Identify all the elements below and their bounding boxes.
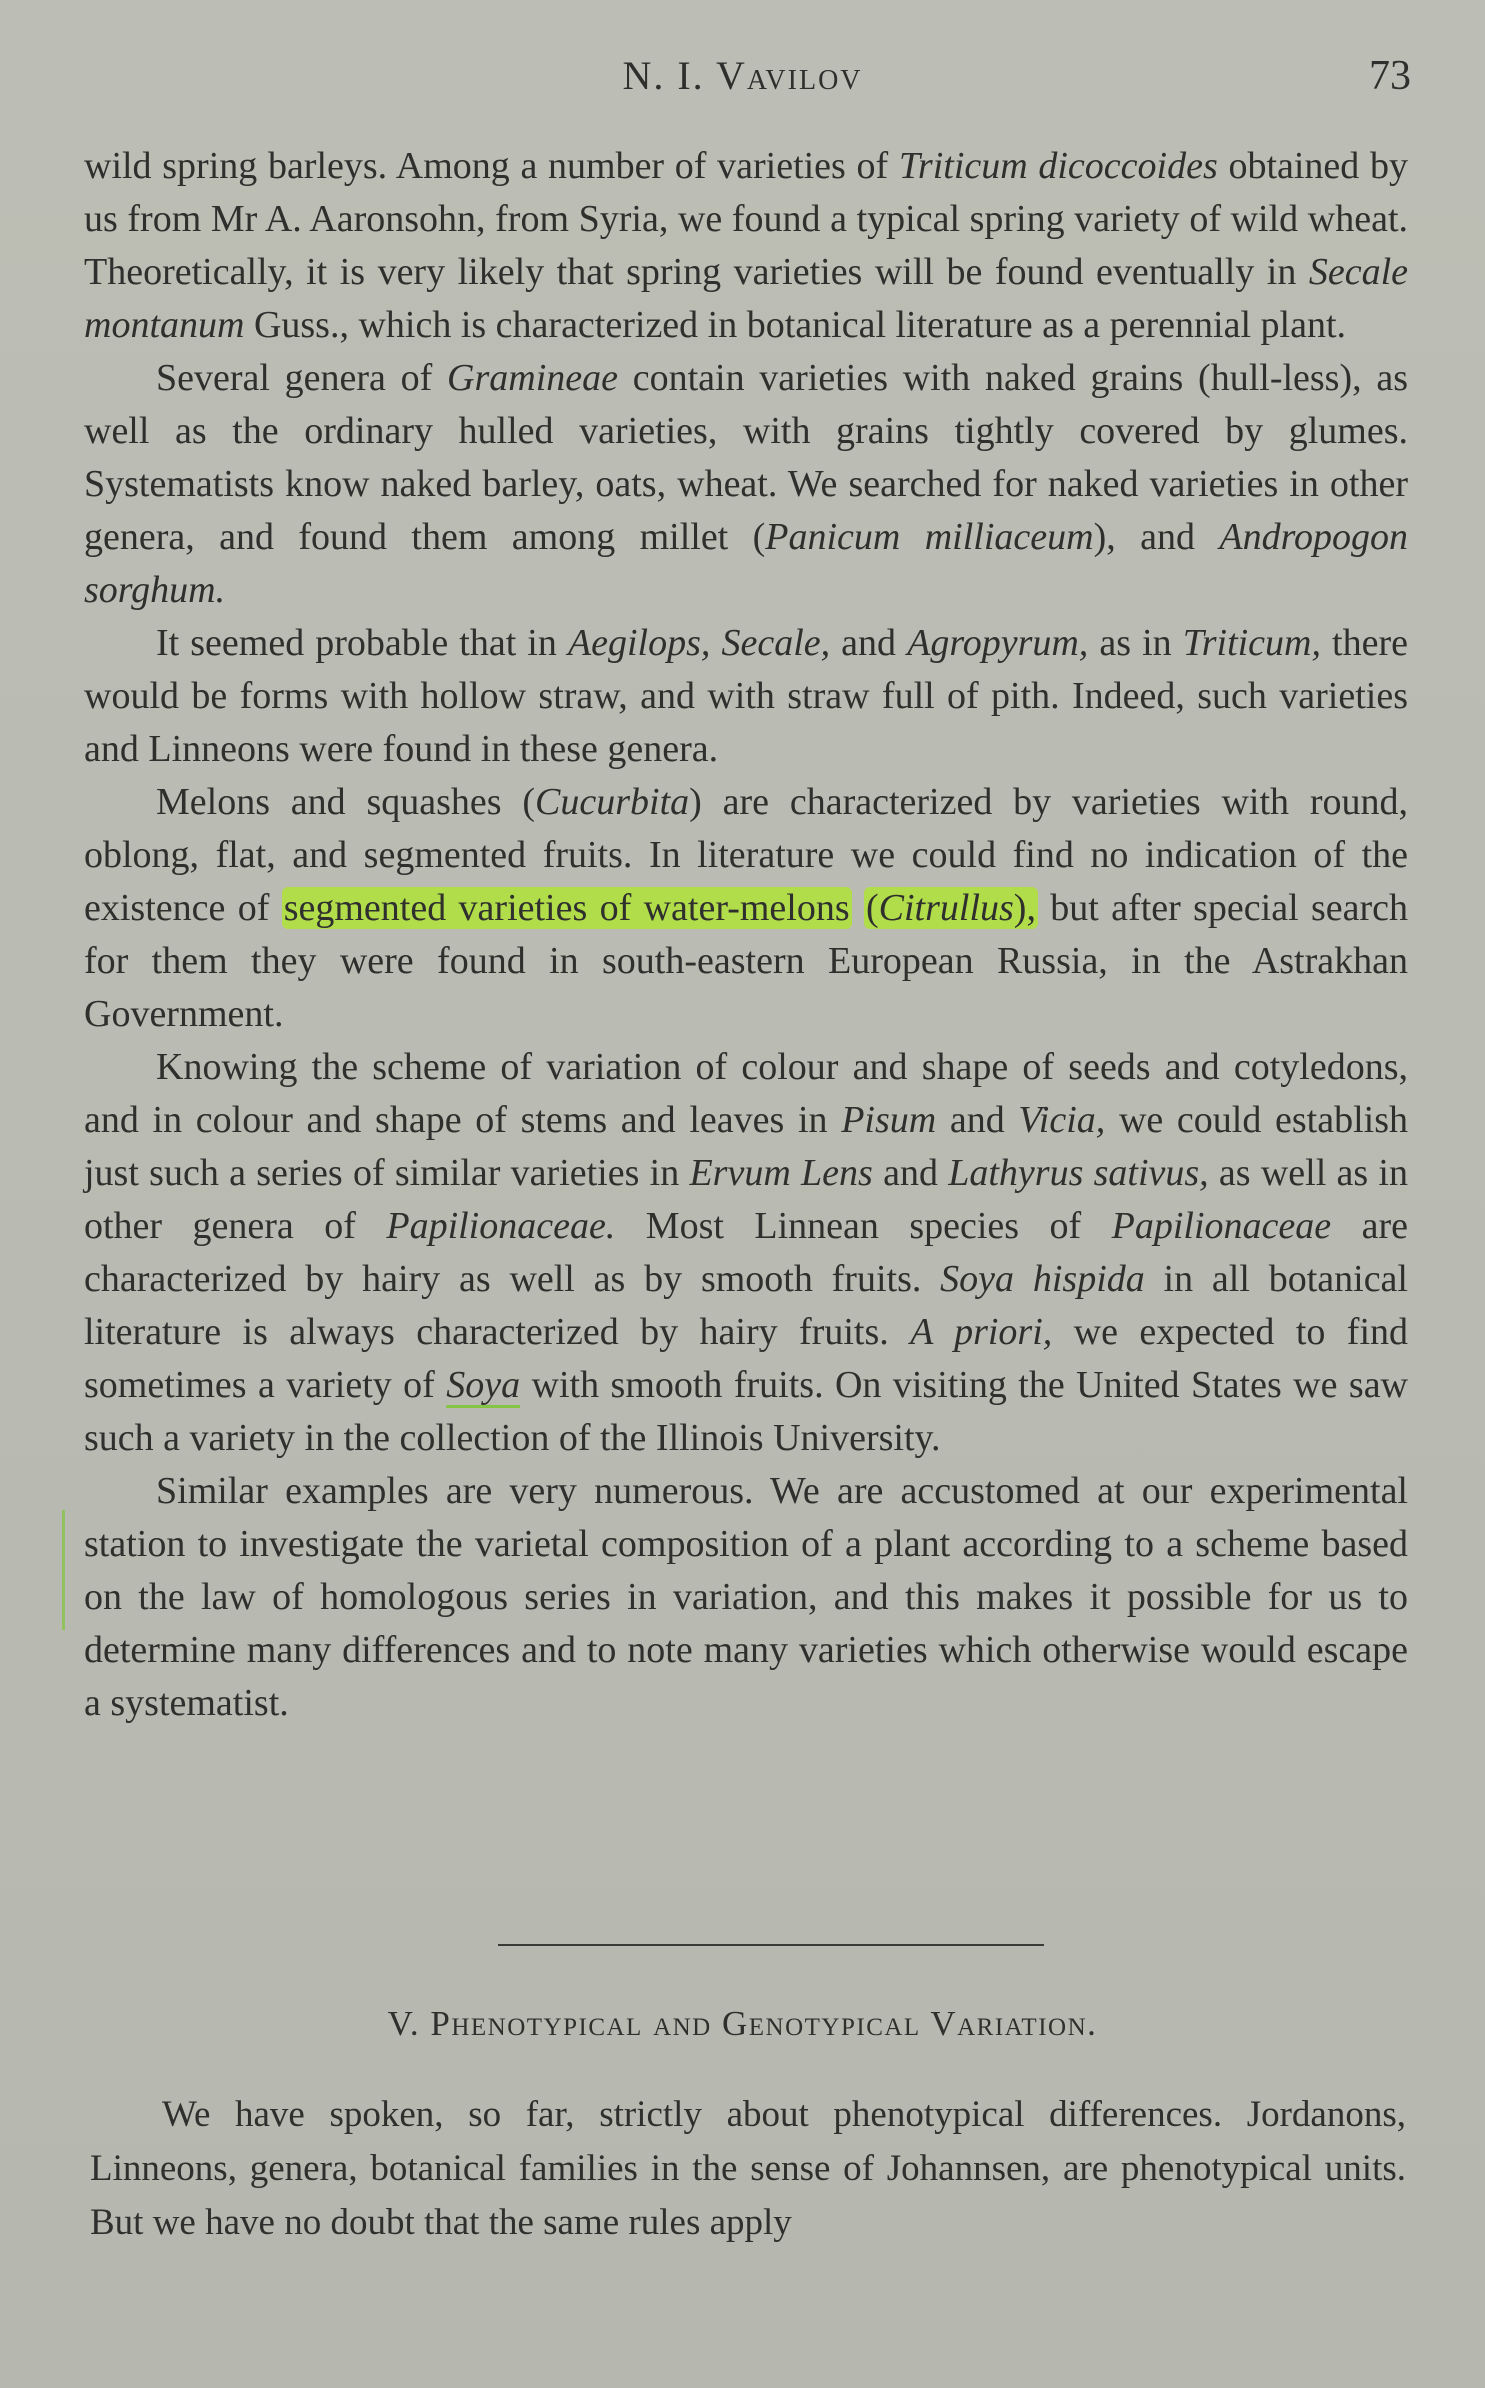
- text-run: Several genera of: [156, 357, 448, 399]
- italic-genus-name: Soya: [446, 1364, 521, 1406]
- page-header: [0, 52, 1485, 112]
- text-run: wild spring barleys. Among a number of varieties of: [84, 145, 899, 187]
- text-run: Similar examples are very numerous. We are accustomed at our experimental station to investigate the varietal composition of a plant according to a scheme based on the law of homologous series in variation, and this makes it possible for us to determine many differences and to note many varieties which otherwise would escape a systematist.: [84, 1470, 1408, 1724]
- text-run: as in: [1088, 622, 1183, 664]
- text-run: there would be forms with hollow straw, and with straw full of pith. Indeed, such varieties and Linneons were found in these genera.: [84, 622, 1409, 770]
- text-run: and: [830, 622, 908, 664]
- italic-species-name: Lathyrus sativus,: [948, 1152, 1209, 1194]
- text-run: as well as in other genera of: [84, 1152, 1408, 1247]
- italic-genus-name: Agropyrum,: [907, 622, 1089, 664]
- text-run: Knowing the scheme of variation of colour and shape of seeds and cotyledons, and in colour and shape of stems and leaves in: [84, 1046, 1408, 1141]
- italic-species-name: Andropogon sorghum.: [84, 516, 1408, 611]
- section-divider: [498, 1944, 1044, 1946]
- italic-species-name: Panicum milliaceum: [765, 516, 1094, 558]
- text-run: ) are characterized by varieties with round, oblong, flat, and segmented fruits. In literature we could find no indication of the existence of: [84, 781, 1408, 929]
- italic-species-name: Soya hispida: [940, 1258, 1145, 1300]
- italic-genus-name: Pisum: [841, 1099, 937, 1141]
- highlighted-text: segmented varieties of water-melons: [283, 887, 850, 929]
- text-run: are characterized by hairy as well as by smooth fruits.: [84, 1205, 1408, 1300]
- text-run: and: [872, 1152, 949, 1194]
- paragraph-6: [84, 1465, 1408, 1730]
- italic-species-name: Triticum dicoccoides: [898, 145, 1218, 187]
- paragraph-3: [84, 617, 1408, 776]
- italic-genus-name: Vicia,: [1018, 1099, 1106, 1141]
- text-run: ), and: [1093, 516, 1220, 558]
- text-run: in all botanical literature is always characterized by hairy fruits.: [84, 1258, 1408, 1353]
- body-text: [84, 140, 1408, 1730]
- italic-family-name: Gramineae: [447, 357, 618, 399]
- italic-species-name: Secale montanum: [84, 251, 1408, 346]
- italic-species-name: Ervum Lens: [689, 1152, 873, 1194]
- margin-annotation-mark: [62, 1510, 65, 1630]
- text-run: and: [936, 1099, 1019, 1141]
- text-run: ),: [1013, 887, 1036, 929]
- paragraph-4: [84, 776, 1408, 1041]
- page-number: 73: [1369, 53, 1411, 99]
- section-heading: V. Phenotypical and Genotypical Variation.: [387, 2004, 1098, 2043]
- italic-family-name: Papilionaceae.: [386, 1205, 616, 1247]
- italic-genus-name: Triticum,: [1182, 622, 1321, 664]
- text-run: with smooth fruits. On visiting the United States we saw such a variety in the collection of the Illinois University.: [84, 1364, 1408, 1459]
- paragraph-2: [84, 352, 1408, 617]
- italic-phrase: A priori,: [910, 1311, 1053, 1353]
- text-run: but after special search for them they were found in south-eastern European Russia, in the Astrakhan Government.: [84, 887, 1409, 1035]
- text-run: Most Linnean species of: [615, 1205, 1112, 1247]
- text-run: (: [865, 887, 879, 929]
- text-run: It seemed probable that in: [156, 622, 568, 664]
- italic-genus-name: Cucurbita: [535, 781, 690, 823]
- text-run: contain varieties with naked grains (hull-less), as well as the ordinary hulled varieties, with grains tightly covered by glumes. Systematists know naked barley, oats, wheat. We searched for naked varieties in other genera, and found them among millet (: [84, 357, 1409, 558]
- text-run: Melons and squashes (: [156, 781, 536, 823]
- highlighted-text: [864, 887, 1038, 929]
- text-run: obtained by us from Mr A. Aaronsohn, from Syria, we found a typical spring variety of wild wheat. Theoretically, it is very likely that spring varieties will be found eventually in: [84, 145, 1408, 293]
- italic-genus-name: Citrullus: [878, 887, 1014, 929]
- italic-family-name: Papilionaceae: [1111, 1205, 1332, 1247]
- section-paragraph: We have spoken, so far, strictly about phenotypical differences. Jordanons, Linneons, genera, botanical families in the sense of Johannsen, are phenotypical units. But we have no doubt that the same rules apply: [90, 2094, 1406, 2243]
- italic-genus-names: Aegilops, Secale,: [567, 622, 831, 664]
- paragraph-1: [84, 140, 1408, 352]
- text-run: we expected to find sometimes a variety of: [84, 1311, 1408, 1406]
- paragraph-5: [84, 1041, 1408, 1465]
- text-run: we could establish just such a series of similar varieties in: [84, 1099, 1409, 1194]
- text-run: Guss., which is characterized in botanical literature as a perennial plant.: [244, 304, 1347, 346]
- running-head: N. I. Vavilov: [622, 53, 863, 98]
